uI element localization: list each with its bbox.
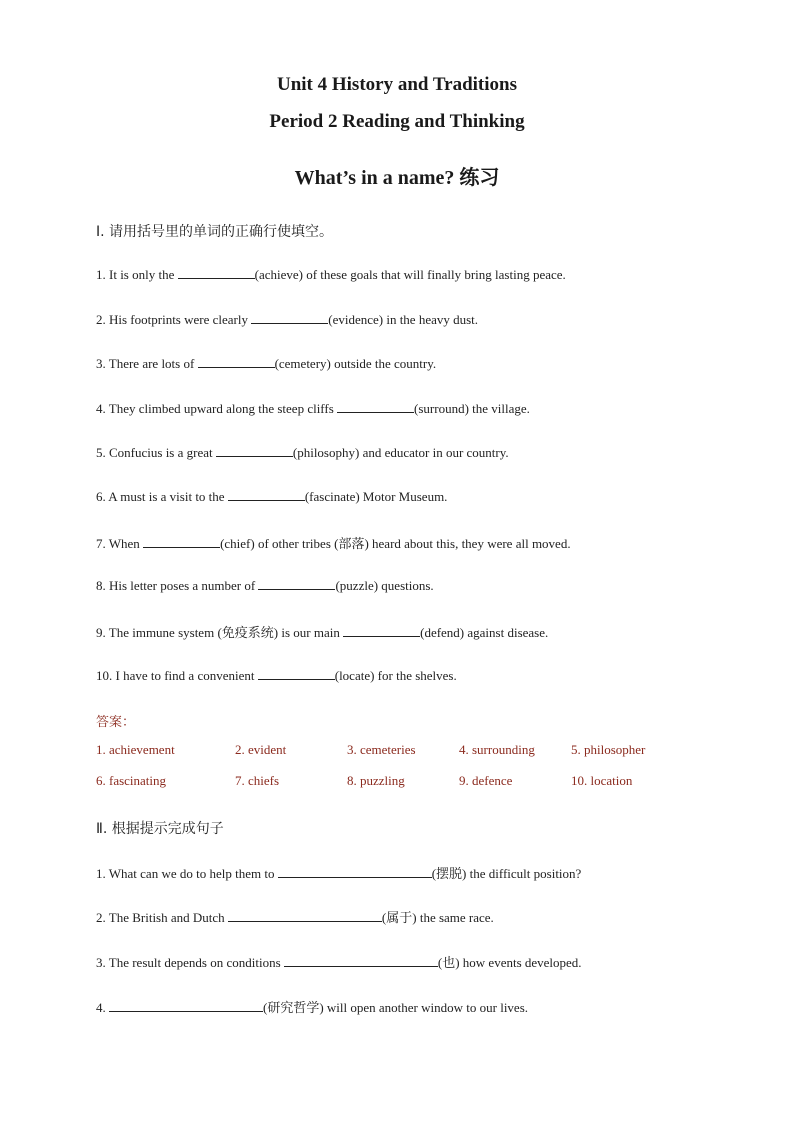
answer-item: 7. chiefs — [235, 773, 280, 788]
line-text-before: 2. The British and Dutch — [96, 910, 228, 925]
exercise-line — [96, 952, 582, 971]
answer-item: 6. fascinating — [96, 773, 167, 788]
exercise-line — [96, 667, 457, 684]
answer-item: 3. cemeteries — [347, 742, 416, 757]
line-text-after: (philosophy) and educator in our country. — [292, 445, 509, 460]
fill-blank[interactable] — [178, 266, 255, 279]
exercise-line — [96, 488, 447, 505]
answer-item: 4. surrounding — [459, 742, 535, 757]
exercise-line — [96, 400, 530, 417]
line-text-before: 1. It is only the — [96, 267, 178, 282]
answer-item: 8. puzzling — [347, 773, 405, 788]
exercise-line — [96, 622, 548, 641]
answers-label: 答案： — [96, 715, 136, 730]
line-text-after: (evidence) in the heavy dust. — [328, 312, 479, 327]
fill-blank[interactable] — [278, 865, 432, 878]
exercise-line — [96, 444, 509, 461]
line-text-after: (surround) the village. — [414, 401, 530, 416]
line-text-after: (摆脱) the difficult position? — [431, 866, 582, 881]
unit-title: Unit 4 History and Traditions — [276, 74, 517, 95]
fill-blank[interactable] — [216, 444, 293, 457]
exercise-line — [96, 311, 478, 328]
exercise-line — [96, 577, 434, 594]
fill-blank[interactable] — [228, 488, 305, 501]
fill-blank[interactable] — [284, 954, 438, 967]
part1-heading: Ⅰ. 请用括号里的单词的正确行使填空。 — [96, 224, 334, 240]
answer-item: 2. evident — [235, 742, 287, 757]
fill-blank[interactable] — [109, 999, 263, 1012]
line-text-after: (chief) of other tribes (部落) heard about this, they were all moved. — [220, 536, 571, 551]
fill-blank[interactable] — [198, 355, 275, 368]
line-text-after: (achieve) of these goals that will finally bring lasting peace. — [254, 267, 566, 282]
line-text-after: (puzzle) questions. — [335, 578, 434, 593]
exercise-line — [96, 533, 571, 552]
exercise-line — [96, 266, 566, 283]
line-text-before: 9. The immune system (免疫系统) is our main — [96, 625, 344, 640]
line-text-after: (也) how events developed. — [437, 955, 582, 970]
line-text-before: 6. A must is a visit to the — [96, 489, 228, 504]
fill-blank[interactable] — [258, 577, 335, 590]
line-text-before: 4. — [96, 1000, 109, 1015]
part2-heading: Ⅱ. 根据提示完成句子 — [96, 821, 224, 837]
line-text-before: 8. His letter poses a number of — [96, 578, 259, 593]
fill-blank[interactable] — [228, 909, 382, 922]
period-title: Period 2 Reading and Thinking — [269, 111, 525, 132]
line-text-before: 2. His footprints were clearly — [96, 312, 252, 327]
line-text-before: 1. What can we do to help them to — [96, 866, 278, 881]
line-text-after: (cemetery) outside the country. — [274, 356, 437, 371]
fill-blank[interactable] — [143, 535, 220, 548]
answer-item: 1. achievement — [96, 742, 175, 757]
line-text-before: 3. There are lots of — [96, 356, 198, 371]
exercise-line — [96, 997, 528, 1016]
fill-blank[interactable] — [343, 624, 420, 637]
line-text-before: 3. The result depends on conditions — [96, 955, 284, 970]
exercise-line — [96, 863, 581, 882]
fill-blank[interactable] — [337, 400, 414, 413]
fill-blank[interactable] — [251, 311, 328, 324]
exercise-line — [96, 355, 436, 372]
lesson-title: What’s in a name? 练习 — [294, 167, 500, 189]
line-text-after: (locate) for the shelves. — [334, 668, 457, 683]
line-text-before: 5. Confucius is a great — [96, 445, 216, 460]
answer-item: 10. location — [571, 773, 633, 788]
line-text-after: (fascinate) Motor Museum. — [304, 489, 448, 504]
line-text-after: (属于) the same race. — [381, 910, 494, 925]
line-text-after: (研究哲学) will open another window to our lives. — [263, 1000, 529, 1015]
line-text-before: 10. I have to find a convenient — [96, 668, 258, 683]
answer-item: 9. defence — [459, 773, 513, 788]
exercise-line — [96, 907, 494, 926]
line-text-before: 7. When — [96, 536, 144, 551]
fill-blank[interactable] — [258, 667, 335, 680]
line-text-before: 4. They climbed upward along the steep cliffs — [96, 401, 338, 416]
line-text-after: (defend) against disease. — [420, 625, 549, 640]
answer-item: 5. philosopher — [571, 742, 646, 757]
